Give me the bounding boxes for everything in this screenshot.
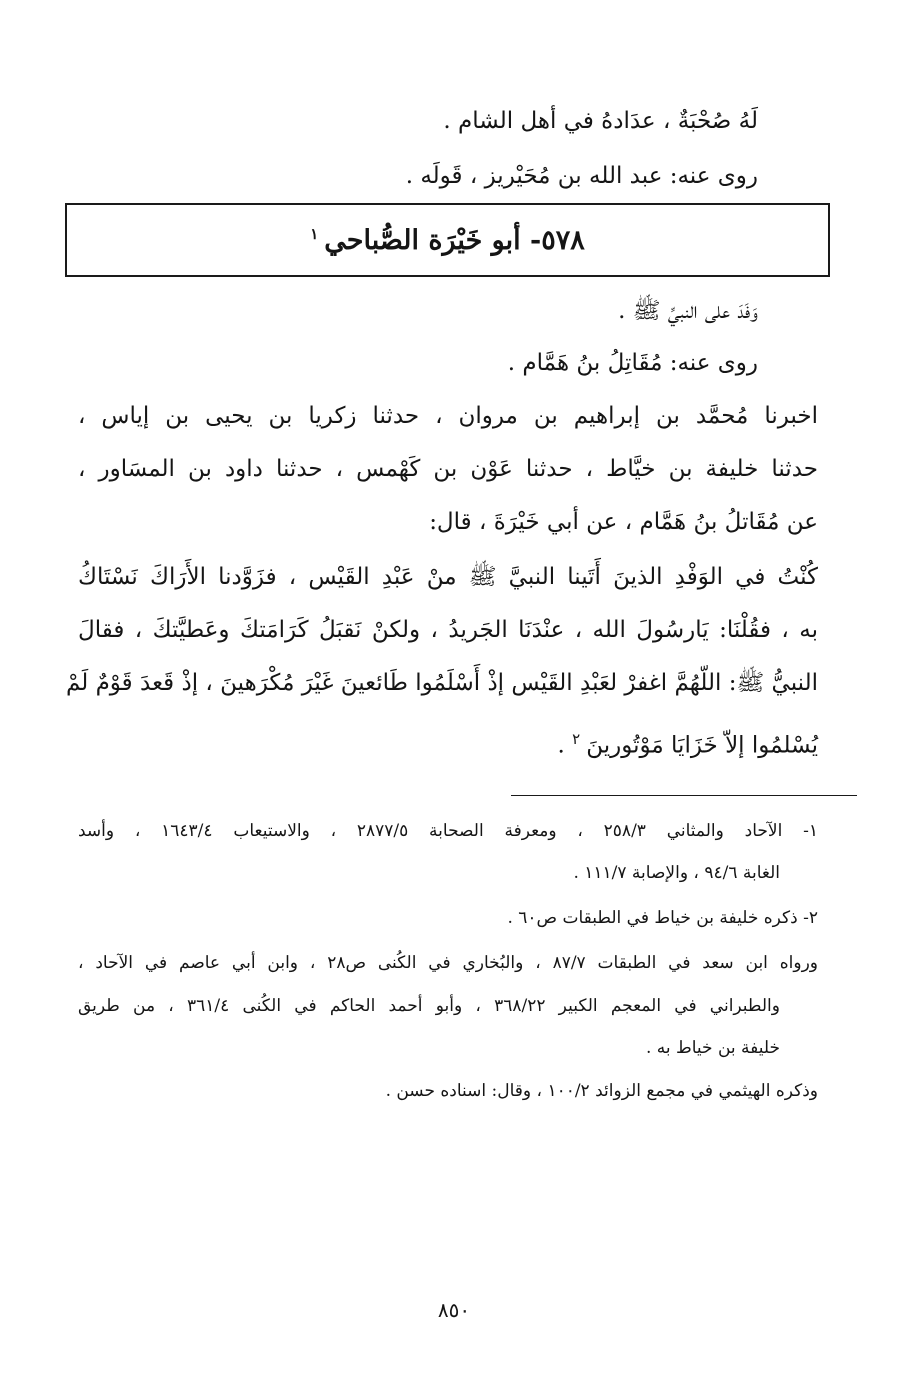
- footnote-2-line-2: ورواه ابن سعد في الطبقات ٨٧/٧ ، والبُخاري في الكُنى ص٢٨ ، وابن أبي عاصم في الآحاد ،: [78, 953, 819, 973]
- footnote-2-line-3: والطبراني في المعجم الكبير ٣٦٨/٢٢ ، وأبو أحمد الحاكم في الكُنى ٣٦١/٤ ، من طريق: [78, 996, 780, 1016]
- body-line-isnad-1: اخبرنا مُحمَّد بن إبراهيم بن مروان ، حدثنا زكريا بن يحيى بن إياس ،: [78, 403, 818, 429]
- entry-title-text: ٥٧٨- أبو خَيْرَة الصُّباحي: [324, 225, 585, 256]
- footnote-1-line-2: الغابة ٩٤/٦ ، والإصابة ١١١/٧ .: [573, 863, 780, 883]
- footnote-2-line-4: خليفة بن خياط به .: [645, 1038, 780, 1058]
- body-line-hadith-2: به ، فقُلْنَا: يَارسُولَ الله ، عنْدَنَا الجَريدُ ، ولكنْ نَقبَلُ كَرَامَتكَ وعَطيَّتكَ ، فقالَ: [78, 617, 818, 643]
- body-line-isnad-2: حدثنا خليفة بن خيَّاط ، حدثنا عَوْن بن كَهْمس ، حدثنا داود بن المسَاور ،: [78, 456, 818, 482]
- body-line-delegation: وَفَدَ على النبيِّ ﷺ .: [618, 298, 758, 324]
- hadith-footnote-marker: ٢: [572, 730, 581, 748]
- footnote-1-line-1: ١- الآحاد والمثاني ٢٥٨/٣ ، ومعرفة الصحابة ٢٨٧٧/٥ ، والاستيعاب ١٦٤٣/٤ ، وأسد: [78, 821, 818, 841]
- body-line-narrator: روى عنه: مُقَاتِلُ بنُ هَمَّام .: [507, 350, 758, 376]
- footnote-divider: [511, 795, 857, 796]
- page-number: ٨٥٠: [437, 1298, 471, 1322]
- body-line-hadith-3: النبيُّ ﷺ: اللّهُمَّ اغفرْ لعَبْدِ القَيْس إذْ أَسْلَمُوا طَائعينَ غَيْرَ مُكْرَهينَ ، إذْ قَعدَ قَوْمٌ لَمْ: [65, 670, 818, 696]
- body-line-hadith-4-text: يُسْلمُوا إلاّ خَزَايَا مَوْتُورينَ: [586, 732, 818, 759]
- footnote-2-line-1: ٢- ذكره خليفة بن خياط في الطبقات ص٦٠ .: [507, 908, 818, 928]
- footnote-2-line-5: وذكره الهيثمي في مجمع الزوائد ١٠٠/٢ ، وقال: اسناده حسن .: [385, 1081, 818, 1101]
- body-line-isnad-3: عن مُقَاتلُ بنُ هَمَّام ، عن أبي خَيْرَةَ ، قال:: [429, 509, 818, 535]
- body-line-hadith-4: [558, 732, 818, 758]
- narrator-note-line: روى عنه: عبد الله بن مُحَيْريز ، قَولَه .: [405, 163, 758, 189]
- hadith-end-period: .: [557, 732, 565, 759]
- entry-title-footnote-marker: ١: [310, 225, 319, 243]
- entry-title-box: [65, 203, 830, 277]
- entry-title: [67, 225, 828, 256]
- companion-note-line: لَهُ صُحْبَةٌ ، عدَادهُ في أهل الشام .: [443, 108, 758, 134]
- body-line-hadith-1: كُنْتُ في الوَفْدِ الذينَ أَتَينا النبيَّ ﷺ منْ عَبْدِ القَيْس ، فزَوَّدنا الأَرَاكَ نَسْتَاكُ: [78, 564, 818, 590]
